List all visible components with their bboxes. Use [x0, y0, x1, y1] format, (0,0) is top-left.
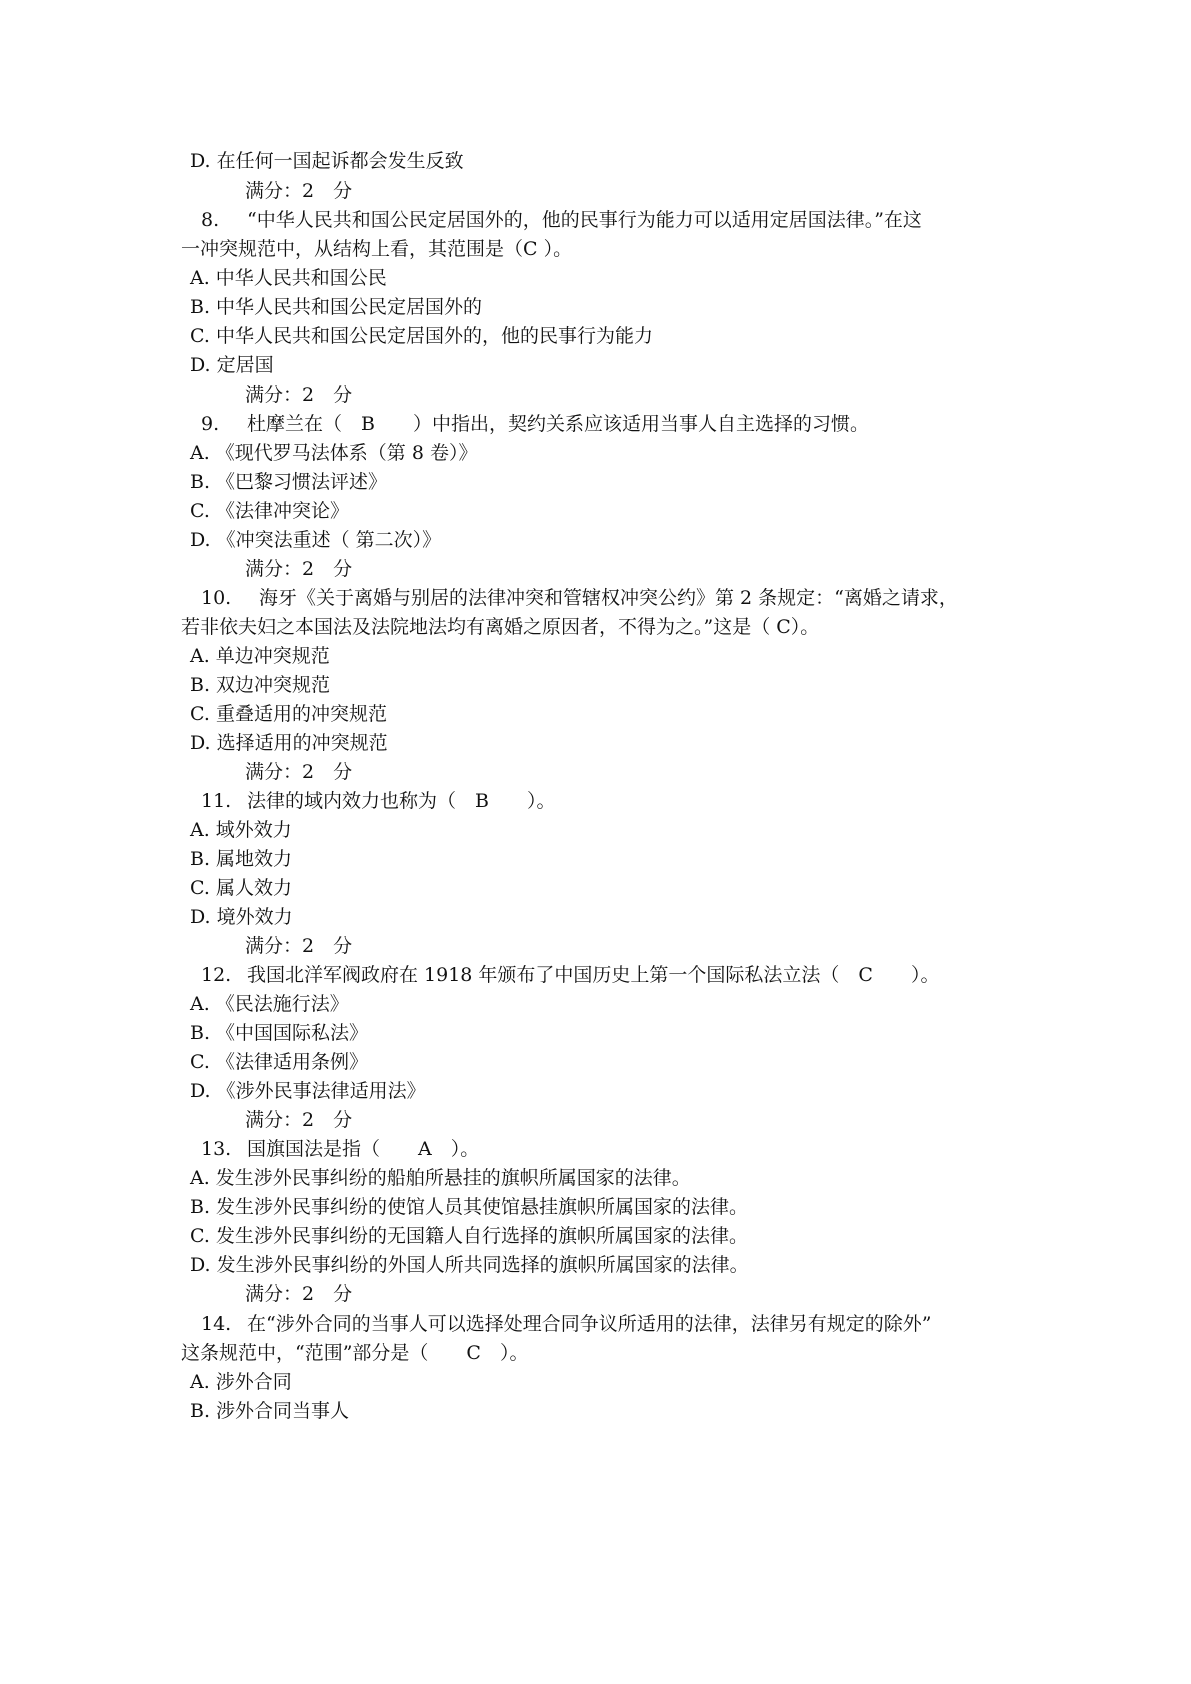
- q12-number: 12.: [201, 964, 232, 986]
- q9-stem-text: 杜摩兰在（ B ）中指出，契约关系应该适用当事人自主选择的习惯。: [247, 413, 869, 435]
- q14-stem-cont: 这条规范中，“范围”部分是（ C ）。: [181, 1342, 529, 1364]
- q14-number: 14.: [201, 1313, 232, 1335]
- q12-option-b: B. 《中国国际私法》: [190, 1022, 369, 1044]
- q11-option-a: A. 域外效力: [190, 819, 292, 841]
- q14-option-b: B. 涉外合同当事人: [190, 1400, 350, 1422]
- q9-option-b: B. 《巴黎习惯法评述》: [190, 471, 388, 493]
- q11-option-d: D. 境外效力: [190, 906, 293, 928]
- q12-stem: [0, 960, 1191, 990]
- q13-number: 13.: [201, 1138, 232, 1160]
- q8-score: 满分：2 分: [245, 384, 353, 406]
- q7-option-d: D. 在任何一国起诉都会发生反致: [190, 150, 464, 172]
- q8-option-d: D. 定居国: [190, 354, 274, 376]
- q8-stem-text: “中华人民共和国公民定居国外的，他的民事行为能力可以适用定居国法律。”在这: [247, 209, 922, 231]
- q11-score: 满分：2 分: [245, 935, 353, 957]
- q13-option-b: B. 发生涉外民事纠纷的使馆人员其使馆悬挂旗帜所属国家的法律。: [190, 1196, 749, 1218]
- q13-stem-text: 国旗国法是指（ A ）。: [247, 1138, 480, 1160]
- q8-stem: [0, 205, 1191, 235]
- q8-number: 8.: [201, 209, 220, 231]
- q9-number: 9.: [201, 413, 220, 435]
- q8-option-b: B. 中华人民共和国公民定居国外的: [190, 296, 483, 318]
- q9-option-d: D. 《冲突法重述（ 第二次）》: [190, 529, 442, 551]
- q12-option-d: D. 《涉外民事法律适用法》: [190, 1080, 426, 1102]
- q14-stem: [0, 1309, 1191, 1339]
- q7-score: 满分：2 分: [245, 180, 353, 202]
- q12-score: 满分：2 分: [245, 1109, 353, 1131]
- q12-stem-text: 我国北洋军阀政府在 1918 年颁布了中国历史上第一个国际私法立法（ C ）。: [247, 964, 940, 986]
- q14-stem-text: 在“涉外合同的当事人可以选择处理合同争议所适用的法律，法律另有规定的除外”: [247, 1313, 932, 1335]
- q10-score: 满分：2 分: [245, 761, 353, 783]
- q11-option-c: C. 属人效力: [190, 877, 292, 899]
- q13-option-c: C. 发生涉外民事纠纷的无国籍人自行选择的旗帜所属国家的法律。: [190, 1225, 748, 1247]
- q9-stem: [0, 409, 1191, 439]
- q12-option-a: A. 《民法施行法》: [190, 993, 349, 1015]
- q8-stem-cont: 一冲突规范中，从结构上看，其范围是（C ）。: [181, 238, 573, 260]
- q10-option-c: C. 重叠适用的冲突规范: [190, 703, 387, 725]
- q10-option-d: D. 选择适用的冲突规范: [190, 732, 388, 754]
- q11-option-b: B. 属地效力: [190, 848, 293, 870]
- q10-option-a: A. 单边冲突规范: [190, 645, 330, 667]
- q11-number: 11.: [201, 790, 232, 812]
- q10-stem-cont: 若非依夫妇之本国法及法院地法均有离婚之原因者，不得为之。”这是（ C）。: [181, 616, 820, 638]
- q10-option-b: B. 双边冲突规范: [190, 674, 331, 696]
- q14-option-a: A. 涉外合同: [190, 1371, 292, 1393]
- q10-stem: [0, 583, 1191, 613]
- q8-option-c: C. 中华人民共和国公民定居国外的，他的民事行为能力: [190, 325, 653, 347]
- q11-stem: [0, 786, 1191, 816]
- q9-option-a: A. 《现代罗马法体系（第 8 卷）》: [190, 442, 478, 464]
- q10-number: 10.: [201, 587, 232, 609]
- q12-option-c: C. 《法律适用条例》: [190, 1051, 368, 1073]
- q13-score: 满分：2 分: [245, 1283, 353, 1305]
- q13-stem: [0, 1134, 1191, 1164]
- q13-option-d: D. 发生涉外民事纠纷的外国人所共同选择的旗帜所属国家的法律。: [190, 1254, 749, 1276]
- q13-option-a: A. 发生涉外民事纠纷的船舶所悬挂的旗帜所属国家的法律。: [190, 1167, 691, 1189]
- q11-stem-text: 法律的域内效力也称为（ B ）。: [247, 790, 556, 812]
- q9-score: 满分：2 分: [245, 558, 353, 580]
- q10-stem-text: 海牙《关于离婚与别居的法律冲突和管辖权冲突公约》第 2 条规定：“离婚之请求，: [259, 587, 958, 609]
- q9-option-c: C. 《法律冲突论》: [190, 500, 349, 522]
- q8-option-a: A. 中华人民共和国公民: [190, 267, 387, 289]
